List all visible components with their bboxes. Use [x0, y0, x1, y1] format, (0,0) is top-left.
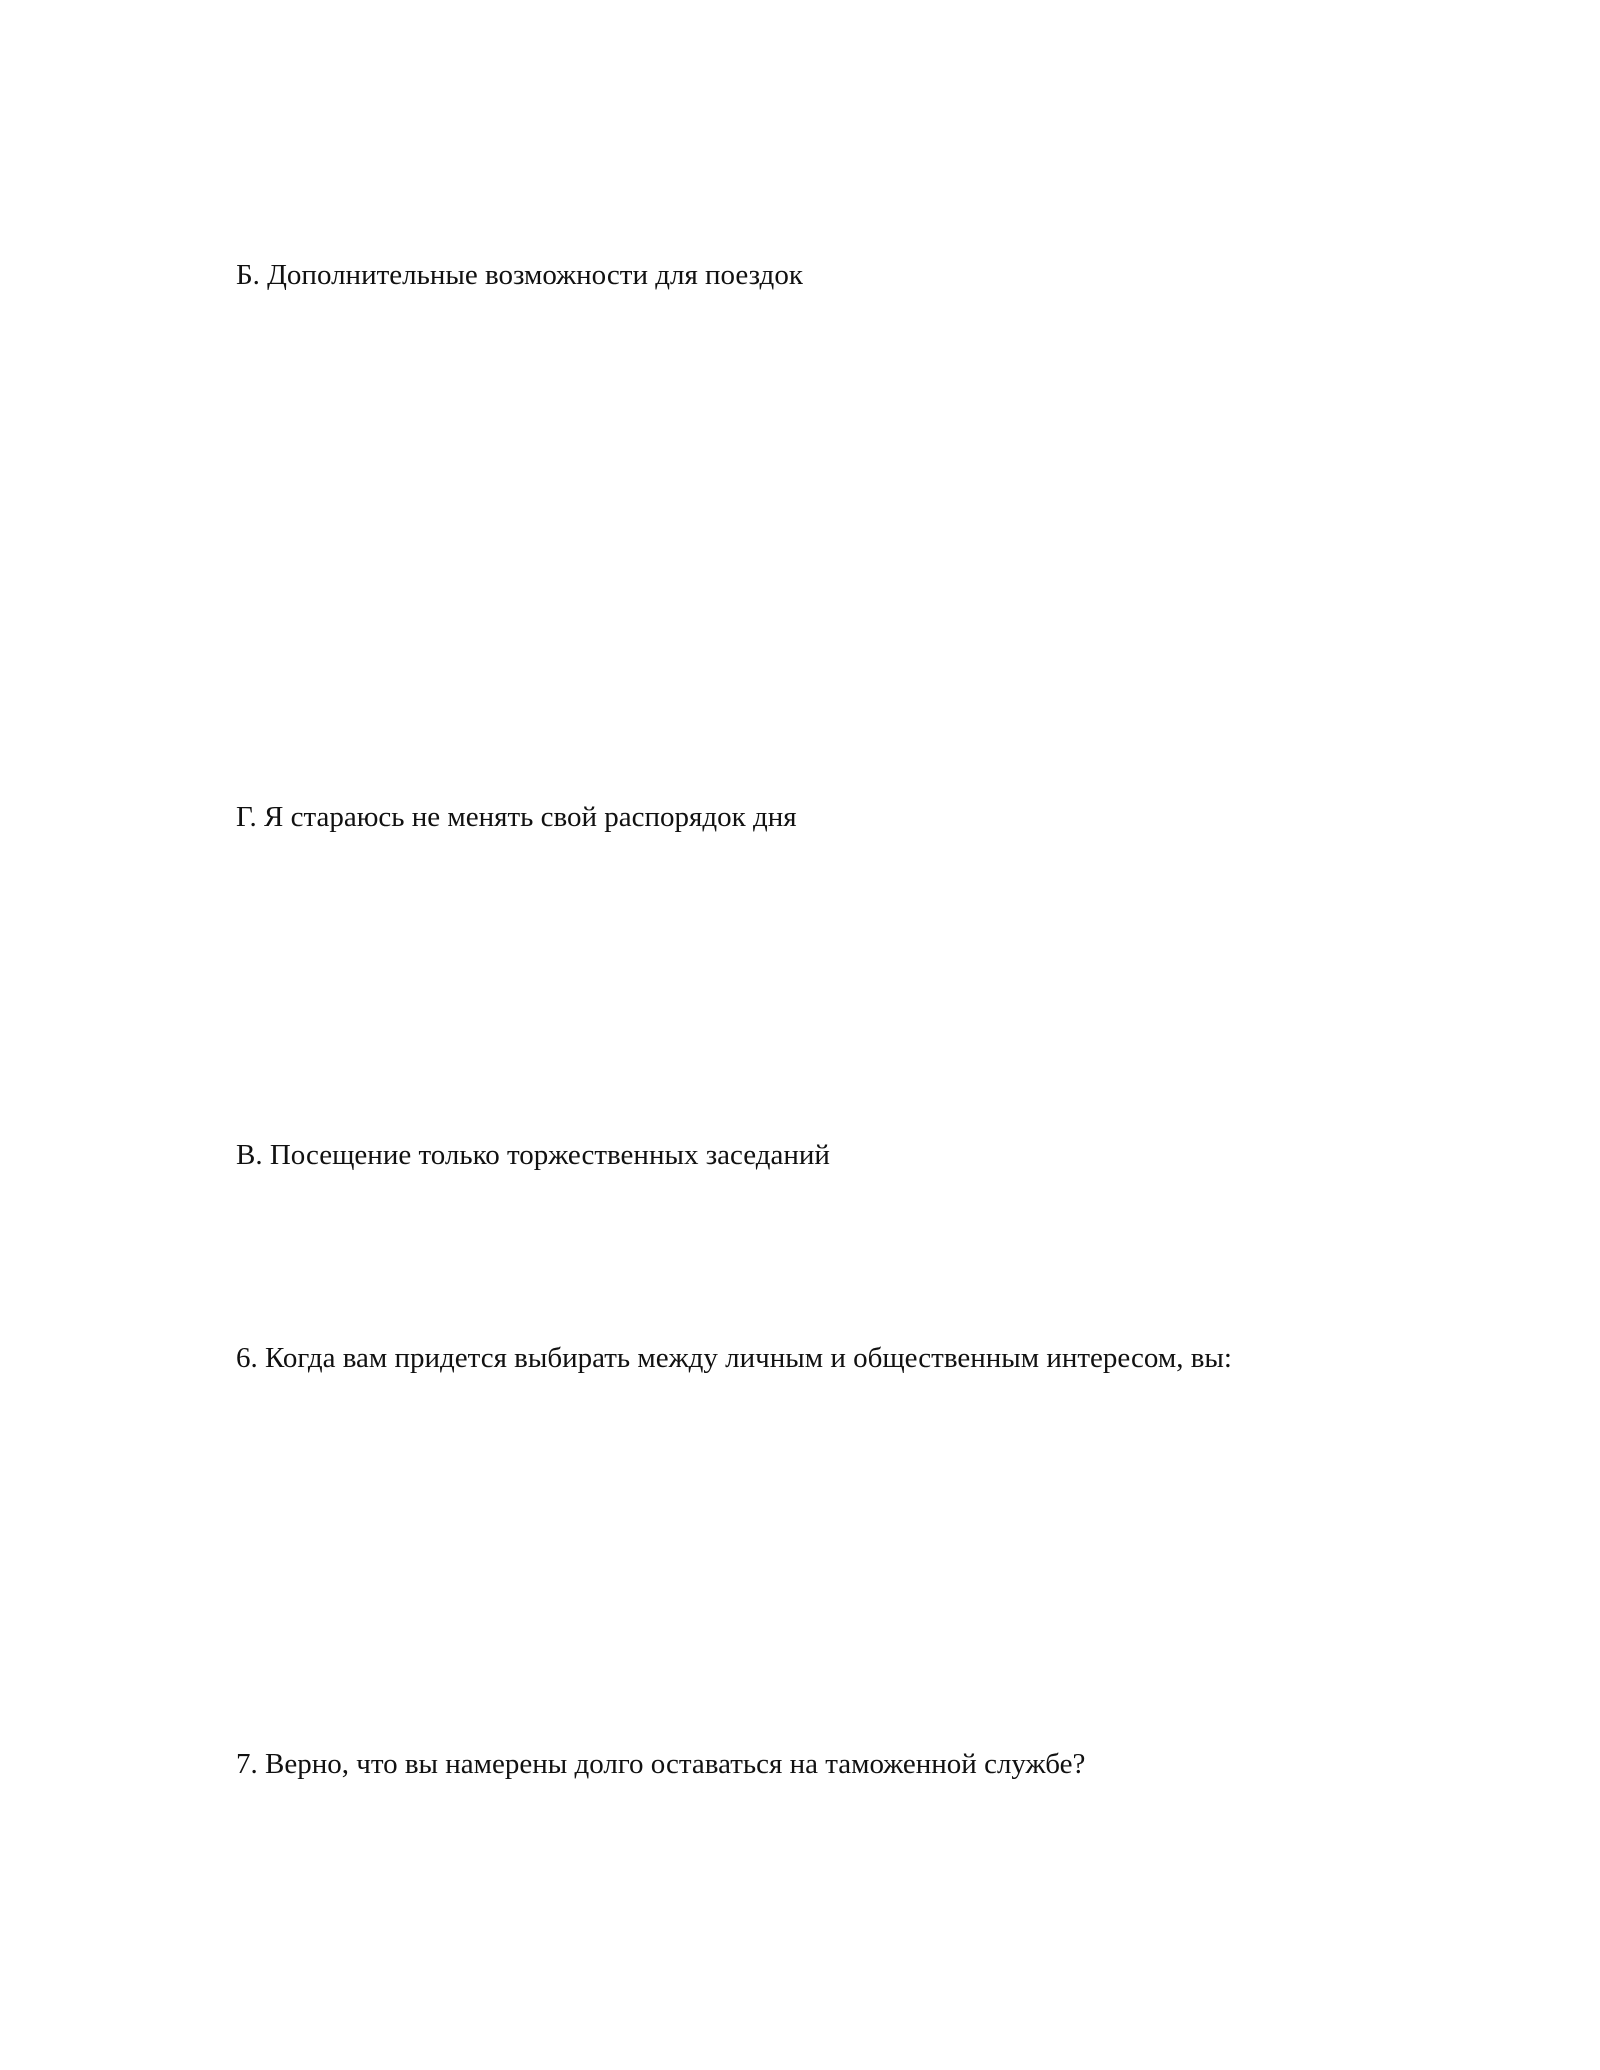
answer-option-g: Г. Я стараюсь не менять свой распорядок дня [236, 801, 797, 833]
answer-option-v: В. Посещение только торжественных заседаний [236, 1139, 830, 1171]
answer-option-b: Б. Дополнительные возможности для поездок [236, 259, 803, 291]
question-7: 7. Верно, что вы намерены долго оставаться на таможенной службе? [236, 1748, 1086, 1780]
question-6: 6. Когда вам придется выбирать между личным и общественным интересом, вы: [236, 1342, 1232, 1374]
